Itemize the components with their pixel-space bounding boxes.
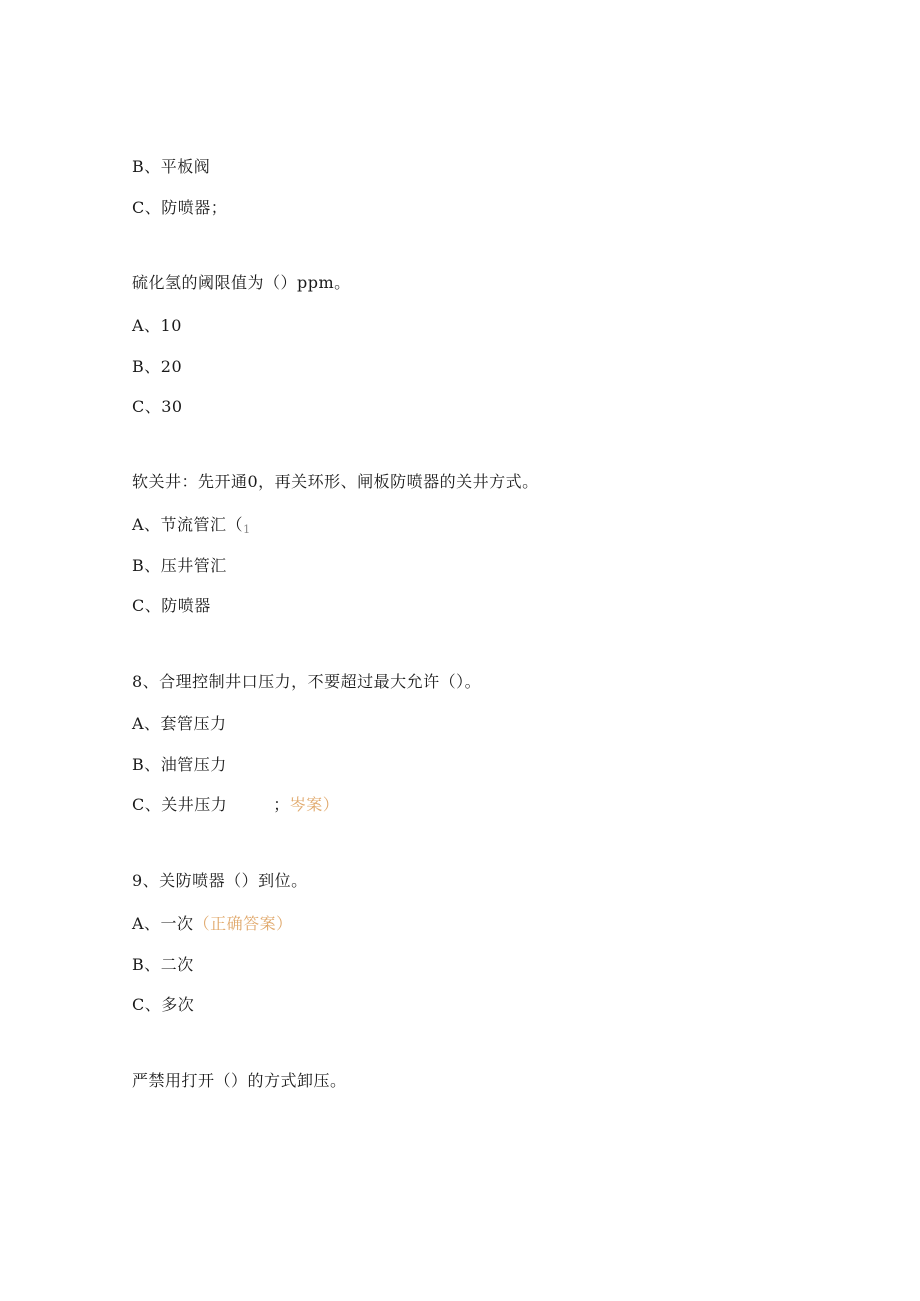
correct-answer-label: 岑案） [289,795,340,814]
option-a-casing-pressure [132,714,227,734]
question-close-bop [132,871,308,891]
option-text: A、节流管汇（ [132,515,244,534]
question-soft-shut-in [132,472,539,492]
option-text: C、防喷器 [132,596,211,615]
question-pressure-release [132,1071,347,1091]
option-text: B、油管压力 [132,755,227,774]
option-c-bop-2 [132,596,211,616]
separator-text: ； [273,795,290,814]
option-b-tubing-pressure [132,755,227,775]
option-text: A、套管压力 [132,714,227,733]
option-b-flat-valve [132,157,210,177]
option-c-shut-in-pressure [132,795,339,815]
option-a-10 [132,316,182,336]
question-text: 硫化氢的阈限值为（）ppm。 [132,273,351,292]
option-text: A、一次 [132,914,194,933]
question-h2s-threshold [132,273,351,293]
option-c-30 [132,397,183,417]
option-a-once [132,914,293,934]
question-text: 8、合理控制井口压力，不要超过最大允许（）。 [132,672,482,691]
question-text: 软关井：先开通0，再关环形、闸板防喷器的关井方式。 [132,472,539,491]
option-c-multiple [132,995,194,1015]
option-text: C、30 [132,397,183,416]
option-text: C、关井压力 [132,795,228,814]
option-b-kill-manifold [132,556,227,576]
option-text: C、防喷器； [132,198,228,217]
question-text: 严禁用打开（）的方式卸压。 [132,1071,347,1090]
answer-mark-fragment: 1 [243,523,251,536]
option-text: A、10 [132,316,182,335]
question-wellhead-pressure [132,672,481,692]
option-text: C、多次 [132,995,195,1014]
option-text: B、压井管汇 [132,556,227,575]
question-text: 9、关防喷器（）到位。 [132,871,308,890]
correct-answer-label: （正确答案） [193,914,293,933]
option-text: B、平板阀 [132,157,211,176]
option-c-bop [132,198,227,218]
option-a-choke-manifold [132,515,251,540]
option-text: B、20 [132,357,183,376]
option-text: B、二次 [132,955,194,974]
option-b-twice [132,955,194,975]
option-b-20 [132,357,182,377]
